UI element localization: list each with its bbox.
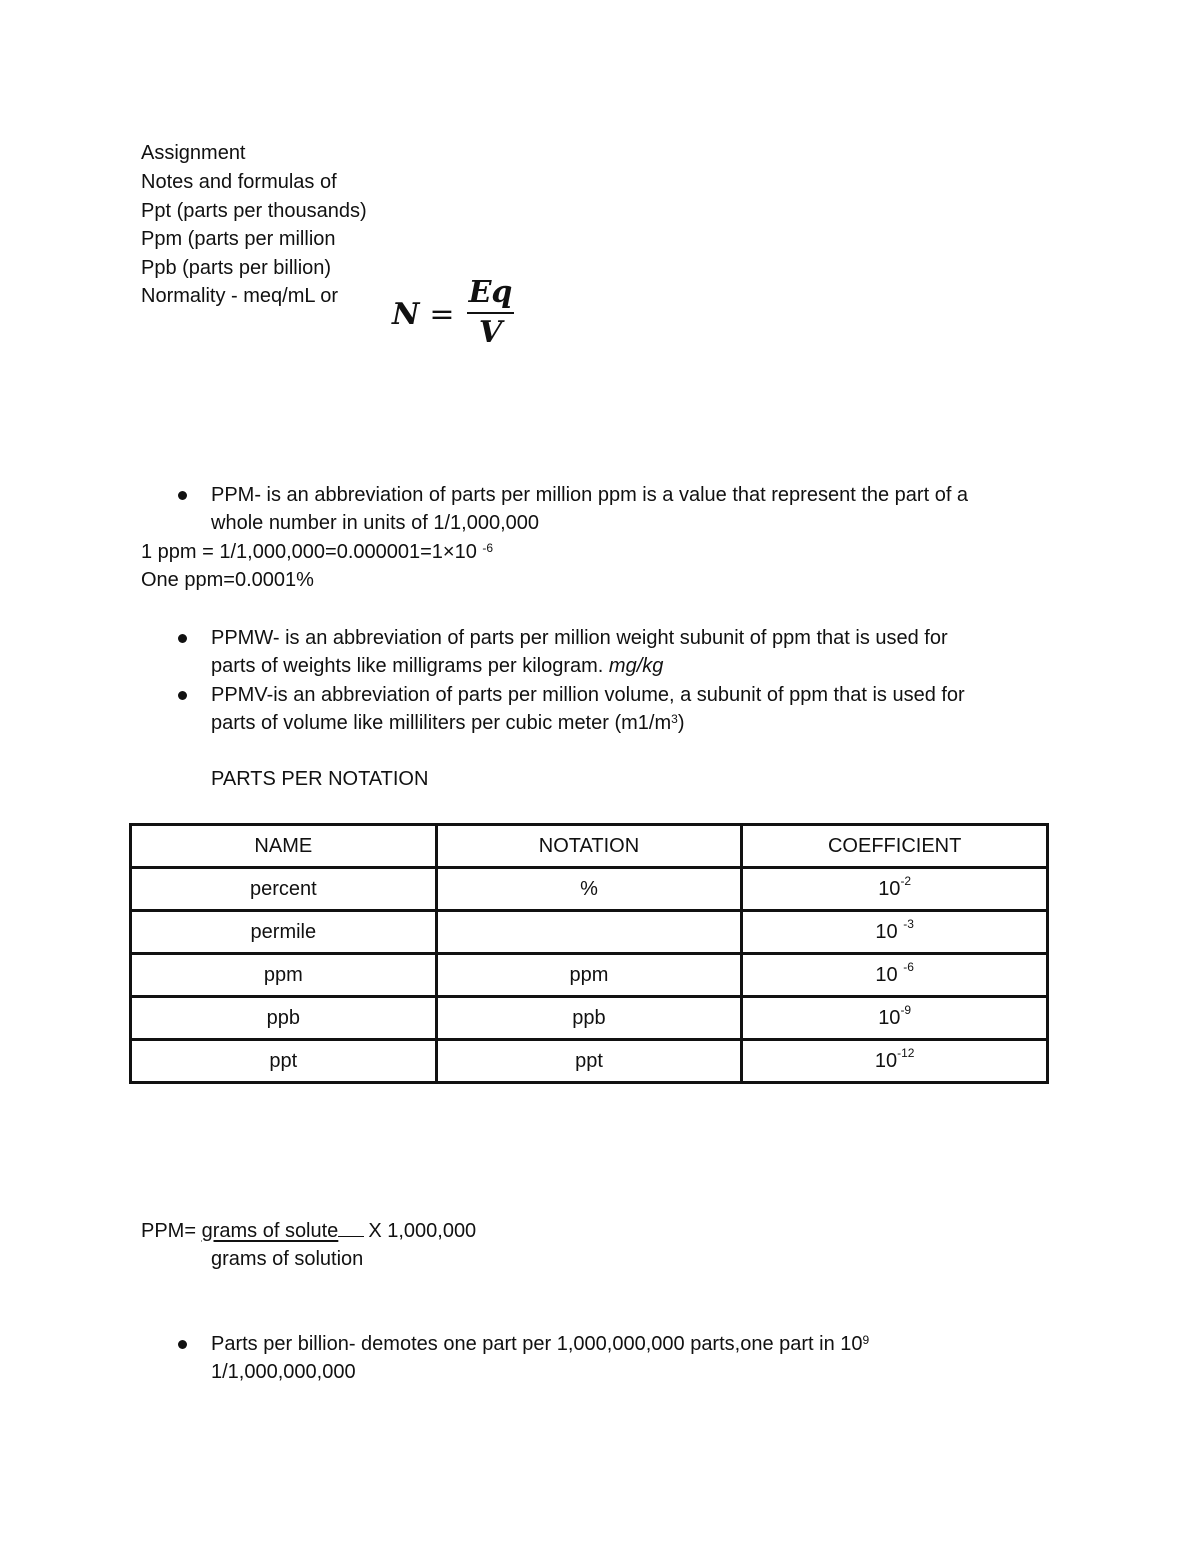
- ppm-equation-base: 1 ppm = 1/1,000,000=0.000001=1×10: [141, 541, 483, 563]
- table-row: [131, 868, 1048, 911]
- ppm-formula: [141, 1216, 476, 1245]
- formula-numerator: Eq: [467, 276, 515, 314]
- ppm-formula-denominator: grams of solution: [211, 1248, 364, 1270]
- subtitle: Notes and formulas of: [141, 171, 337, 193]
- header-notation: NOTATION: [436, 825, 742, 868]
- cell-name: ppb: [131, 997, 437, 1040]
- table-header-row: [131, 825, 1048, 868]
- formula-lhs: N: [392, 296, 420, 332]
- cell-name: percent: [131, 868, 437, 911]
- coef-exponent: -6: [903, 959, 914, 974]
- cell-notation: [436, 911, 742, 954]
- ppmw-line2: [211, 652, 663, 680]
- coef-base: 10: [875, 963, 904, 986]
- table-row: [131, 954, 1048, 997]
- ppm-equation-exponent: -6: [482, 541, 494, 555]
- list-item-normality: Normality - meq/mL or: [141, 285, 339, 307]
- ppmw-line2-text: parts of weights like milligrams per kilogram.: [211, 655, 609, 677]
- list-item-ppt: Ppt (parts per thousands): [141, 200, 367, 222]
- ppmv-line2: [211, 709, 684, 737]
- cell-notation: ppt: [436, 1040, 742, 1083]
- ppb-exponent: 9: [862, 1333, 870, 1347]
- ppmw-unit: mg/kg: [608, 655, 664, 677]
- document-title: Assignment: [141, 142, 246, 164]
- coef-base: 10: [874, 1049, 898, 1072]
- cell-name: ppm: [131, 954, 437, 997]
- ppmv-line1: PPMV-is an abbreviation of parts per million volume, a subunit of ppm that is used for: [211, 684, 965, 706]
- coef-exponent: -9: [900, 1002, 912, 1017]
- cell-coefficient: [742, 1040, 1048, 1083]
- formula-denominator: V: [478, 315, 503, 350]
- cell-coefficient: [742, 954, 1048, 997]
- list-item-ppb: Ppb (parts per billion): [141, 257, 332, 279]
- cell-notation: %: [436, 868, 742, 911]
- header-coefficient: COEFFICIENT: [742, 825, 1048, 868]
- ppm-formula-prefix: PPM=: [141, 1220, 202, 1242]
- bullet-icon: [178, 691, 187, 700]
- formula-fraction: [467, 276, 515, 352]
- table-title: PARTS PER NOTATION: [211, 768, 429, 790]
- normality-formula: [392, 276, 514, 352]
- ppb-line1-text: Parts per billion- demotes one part per 1,000,000,000 parts,one part in 10: [211, 1333, 863, 1355]
- cell-notation: ppm: [436, 954, 742, 997]
- bullet-icon: [178, 634, 187, 643]
- ppmw-line1: PPMW- is an abbreviation of parts per million weight subunit of ppm that is used for: [211, 627, 948, 649]
- ppm-equation: [141, 538, 493, 566]
- ppm-percent-equation: One ppm=0.0001%: [141, 569, 314, 591]
- coef-exponent: -12: [897, 1045, 915, 1060]
- formula-equals: =: [429, 296, 455, 332]
- bullet-icon: [178, 491, 187, 500]
- coef-base: 10: [878, 1006, 901, 1029]
- ppmv-line2-end: ): [677, 712, 685, 734]
- ppb-line2: 1/1,000,000,000: [211, 1361, 356, 1383]
- ppmv-line2-text: parts of volume like milliliters per cubic meter (m1/m: [211, 712, 672, 734]
- coef-base: 10: [875, 920, 904, 943]
- ppb-line1: [211, 1330, 869, 1358]
- cell-coefficient: [742, 911, 1048, 954]
- table-row: [131, 997, 1048, 1040]
- table-row: [131, 911, 1048, 954]
- coef-base: 10: [878, 877, 901, 900]
- list-item-ppm: Ppm (parts per million: [141, 228, 336, 250]
- table-row: [131, 1040, 1048, 1083]
- ppmv-exponent: 3: [671, 712, 678, 726]
- ppm-formula-multiplier: X 1,000,000: [368, 1220, 477, 1242]
- underline-blank: [338, 1216, 364, 1237]
- ppm-bullet-line2: whole number in units of 1/1,000,000: [211, 512, 539, 534]
- parts-per-notation-table: [129, 823, 1049, 1084]
- cell-name: permile: [131, 911, 437, 954]
- cell-notation: ppb: [436, 997, 742, 1040]
- ppm-formula-numerator: grams of solute: [201, 1220, 339, 1242]
- coef-exponent: -3: [903, 916, 914, 931]
- coef-exponent: -2: [900, 873, 912, 888]
- cell-name: ppt: [131, 1040, 437, 1083]
- cell-coefficient: [742, 997, 1048, 1040]
- ppm-bullet-line1: PPM- is an abbreviation of parts per million ppm is a value that represent the part of a: [211, 484, 969, 506]
- cell-coefficient: [742, 868, 1048, 911]
- header-name: NAME: [131, 825, 437, 868]
- bullet-icon: [178, 1340, 187, 1349]
